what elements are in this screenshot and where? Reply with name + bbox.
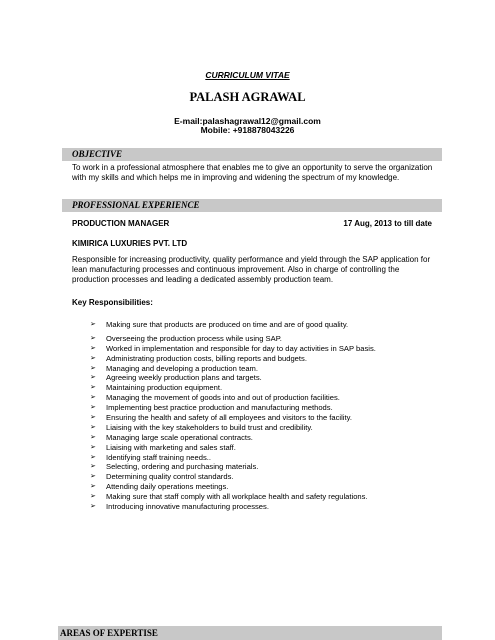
responsibility-text: Managing large scale operational contracts. xyxy=(106,432,253,442)
responsibility-item xyxy=(90,364,430,374)
arrow-bullet-icon: ➢ xyxy=(90,483,96,491)
objective-heading: OBJECTIVE xyxy=(62,148,442,161)
job-summary: Responsible for increasing productivity, quality performance and yield through the SAP application for lean manufacturing processes and continuous improvement. Also in charge of controlling the production processes and leading a dedicated assembly production team. xyxy=(72,255,431,284)
responsibility-text: Identifying staff training needs.. xyxy=(106,452,211,462)
responsibility-text: Administrating production costs, billing reports and budgets. xyxy=(106,353,307,363)
responsibility-item xyxy=(90,413,430,423)
arrow-bullet-icon: ➢ xyxy=(90,344,96,352)
job-header xyxy=(72,219,432,228)
responsibility-item xyxy=(90,453,430,463)
responsibility-item xyxy=(90,443,430,453)
arrow-bullet-icon: ➢ xyxy=(90,404,96,412)
objective-text: To work in a professional atmosphere that enables me to give an opportunity to serve the organization with my skills and which helps me in improving and widening the spectrum of my knowledge. xyxy=(72,163,433,182)
arrow-bullet-icon: ➢ xyxy=(90,384,96,392)
responsibility-item xyxy=(90,383,430,393)
expertise-heading: AREAS OF EXPERTISE xyxy=(58,626,442,640)
arrow-bullet-icon: ➢ xyxy=(90,463,96,471)
responsibility-text: Liaising with marketing and sales staff. xyxy=(106,442,236,452)
arrow-bullet-icon: ➢ xyxy=(90,334,96,342)
mobile-line: Mobile: +918878043226 xyxy=(200,125,295,135)
responsibility-text: Introducing innovative manufacturing processes. xyxy=(106,502,269,512)
arrow-bullet-icon: ➢ xyxy=(90,414,96,422)
responsibility-item xyxy=(90,403,430,413)
responsibility-item xyxy=(90,433,430,443)
arrow-bullet-icon: ➢ xyxy=(90,354,96,362)
responsibility-text: Implementing best practice production and manufacturing methods. xyxy=(106,403,333,413)
cv-title: CURRICULUM VITAE xyxy=(205,70,290,80)
arrow-bullet-icon: ➢ xyxy=(90,394,96,402)
responsibility-text: Selecting, ordering and purchasing materials. xyxy=(106,462,259,472)
responsibility-item xyxy=(90,462,430,472)
responsibility-text: Worked in implementation and responsible for day to day activities in SAP basis. xyxy=(106,343,376,353)
responsibility-item xyxy=(90,492,430,502)
responsibility-text: Attending daily operations meetings. xyxy=(106,482,229,492)
arrow-bullet-icon: ➢ xyxy=(90,321,96,328)
job-role: PRODUCTION MANAGER xyxy=(72,219,170,228)
responsibility-item xyxy=(90,472,430,482)
arrow-bullet-icon: ➢ xyxy=(90,493,96,501)
arrow-bullet-icon: ➢ xyxy=(90,423,96,431)
company-name: KIMIRICA LUXURIES PVT. LTD xyxy=(72,239,188,248)
responsibility-item xyxy=(90,354,430,364)
arrow-bullet-icon: ➢ xyxy=(90,473,96,481)
responsibility-text: Agreeing weekly production plans and targets. xyxy=(106,373,262,383)
key-responsibilities-heading: Key Responsibilities: xyxy=(72,298,153,307)
responsibility-text: Ensuring the health and safety of all employees and visitors to the facility. xyxy=(106,413,352,423)
responsibilities-list xyxy=(90,320,430,512)
job-dates: 17 Aug, 2013 to till date xyxy=(343,219,432,228)
arrow-bullet-icon: ➢ xyxy=(90,453,96,461)
arrow-bullet-icon: ➢ xyxy=(90,443,96,451)
email-line: E-mail:palashagrawal12@gmail.com xyxy=(174,116,321,126)
responsibility-item xyxy=(90,373,430,383)
responsibility-text: Liaising with the key stakeholders to build trust and credibility. xyxy=(106,422,313,432)
candidate-name: PALASH AGRAWAL xyxy=(189,90,306,104)
responsibility-text: Making sure that products are produced on time and are of good quality. xyxy=(106,320,349,329)
responsibility-text: Maintaining production equipment. xyxy=(106,383,223,393)
responsibility-item xyxy=(90,334,430,344)
arrow-bullet-icon: ➢ xyxy=(90,364,96,372)
responsibility-text: Overseeing the production process while using SAP. xyxy=(106,333,282,343)
responsibility-item xyxy=(90,423,430,433)
responsibility-item xyxy=(90,393,430,403)
responsibility-text: Managing the movement of goods into and out of production facilities. xyxy=(106,393,340,403)
arrow-bullet-icon: ➢ xyxy=(90,374,96,382)
arrow-bullet-icon: ➢ xyxy=(90,503,96,511)
responsibility-item xyxy=(90,502,430,512)
arrow-bullet-icon: ➢ xyxy=(90,433,96,441)
responsibility-text: Managing and developing a production team. xyxy=(106,363,258,373)
responsibility-item xyxy=(90,344,430,354)
responsibility-item xyxy=(90,320,430,330)
responsibility-item xyxy=(90,482,430,492)
experience-heading: PROFESSIONAL EXPERIENCE xyxy=(62,199,442,212)
responsibility-text: Determining quality control standards. xyxy=(106,472,234,482)
responsibility-text: Making sure that staff comply with all workplace health and safety regulations. xyxy=(106,492,368,502)
